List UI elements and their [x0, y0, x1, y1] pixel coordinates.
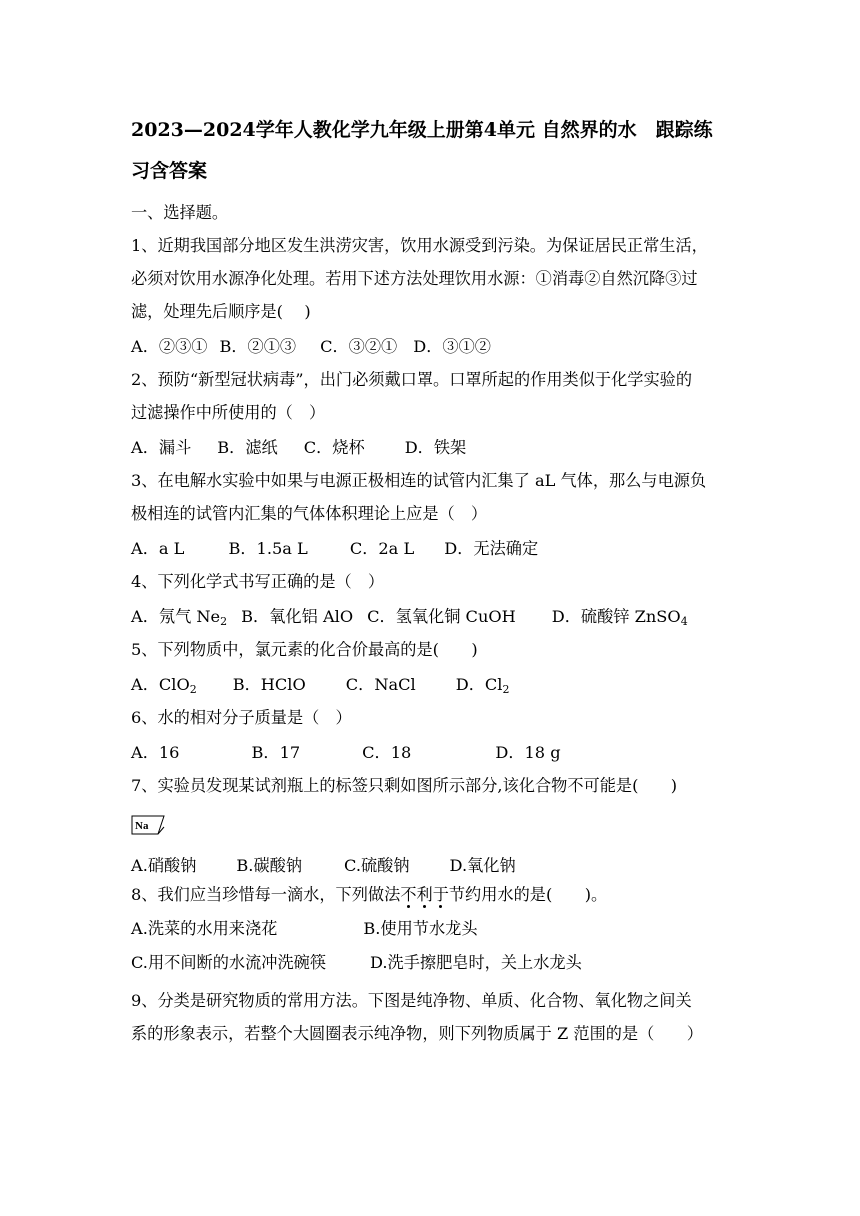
q3-option-d: D．无法确定: [444, 539, 539, 558]
section-heading: 一、选择题。: [131, 203, 229, 222]
q1-option-d: D．③①②: [413, 337, 491, 356]
q2-text-line1: 2、预防“新型冠状病毒”，出门必须戴口罩。口罩所起的作用类似于化学实验的: [131, 370, 693, 389]
q3-options: [131, 538, 538, 560]
q8-option-a: A.洗菜的水用来浇花: [131, 919, 278, 938]
q7-options: [131, 855, 516, 877]
q7-option-b: B.碳酸钠: [236, 856, 303, 875]
q8-option-b: B.使用节水龙头: [363, 919, 478, 938]
q7-option-c: C.硫酸钠: [344, 856, 410, 875]
q1-options: [131, 336, 491, 358]
q5-option-c: C．NaCl: [345, 675, 416, 694]
q3-option-c: C．2a L: [349, 539, 415, 558]
q5-options: [131, 674, 509, 696]
q1-text-line1: 1、近期我国部分地区发生洪涝灾害，饮用水源受到污染。为保证居民正常生活，: [131, 236, 708, 255]
q4-text-line1: 4、下列化学式书写正确的是（ ）: [131, 572, 385, 591]
q4-option-c: C．氢氧化铜 CuOH: [367, 607, 516, 626]
q7-option-d: D.氧化钠: [449, 856, 516, 875]
q6-text-line1: 6、水的相对分子质量是（ ）: [131, 708, 352, 727]
q2-text-line2: 过滤操作中所使用的（ ）: [131, 403, 326, 422]
torn-label-figure: [131, 815, 165, 835]
q6-options: [131, 742, 561, 764]
emphasis-char: 利: [416, 885, 433, 904]
q3-text-line2: 极相连的试管内汇集的气体体积理论上应是（ ）: [131, 504, 488, 523]
q3-option-b: B．1.5a L: [228, 539, 308, 558]
q8-options-row2: [131, 952, 582, 974]
q3-option-a: A．a L: [131, 539, 185, 558]
q6-option-b: B．17: [251, 743, 301, 762]
q4-option-d: D．硫酸锌 ZnSO$_4$: [551, 607, 688, 628]
q2-option-c: C．烧杯: [303, 438, 365, 457]
q8-option-c: C.用不间断的水流冲洗碗筷: [131, 953, 327, 972]
q5-text-line1: 5、下列物质中，氯元素的化合价最高的是( ): [131, 640, 478, 659]
doc-title-line2: 习含答案: [131, 160, 208, 182]
emphasis-char: 于: [432, 885, 449, 904]
q6-option-d: D．18 g: [495, 743, 561, 762]
q1-option-a: A．②③①: [131, 337, 208, 356]
q5-option-a: A．ClO$_2$: [131, 675, 197, 696]
q2-option-b: B．滤纸: [217, 438, 278, 457]
q2-option-d: D．铁架: [404, 438, 467, 457]
q7-text-line1: 7、实验员发现某试剂瓶上的标签只剩如图所示部分,该化合物不可能是( ): [131, 776, 678, 795]
q8-text-line1: 8、我们应当珍惜每一滴水，下列做法不利于节约用水的是( )。: [131, 885, 608, 904]
q4-option-b: B．氧化铝 AlO: [241, 607, 354, 626]
q1-text-line3: 滤，处理先后顺序是( ): [131, 302, 311, 321]
q3-text-line1: 3、在电解水实验中如果与电源正极相连的试管内汇集了 aL 气体，那么与电源负: [131, 471, 707, 490]
q2-option-a: A．漏斗: [131, 438, 192, 457]
q9-text-line1: 9、分类是研究物质的常用方法。下图是纯净物、单质、化合物、氧化物之间关: [131, 991, 692, 1010]
q5-option-d: D．$Cl_2$: [455, 675, 510, 696]
q8-options-row1: [131, 918, 478, 940]
label-text: Na: [135, 820, 149, 832]
q2-options: [131, 437, 466, 459]
q1-text-line2: 必须对饮用水源净化处理。若用下述方法处理饮用水源：①消毒②自然沉降③过: [131, 269, 698, 288]
q5-option-b: B．HClO: [232, 675, 306, 694]
doc-title-line1: 2023—2024学年人教化学九年级上册第4单元 自然界的水 跟踪练: [131, 119, 713, 141]
emphasis-char: 不: [400, 885, 417, 904]
q8-option-d: D.洗手擦肥皂时，关上水龙头: [370, 953, 582, 972]
q1-option-c: C．③②①: [320, 337, 398, 356]
q7-option-a: A.硝酸钠: [131, 856, 197, 875]
q1-option-b: B．②①③: [219, 337, 297, 356]
q9-text-line2: 系的形象表示，若整个大圆圈表示纯净物，则下列物质属于 Z 范围的是（ ）: [131, 1024, 703, 1043]
q4-options: [131, 606, 688, 628]
q4-option-a: A．氖气 $Ne_2$: [131, 607, 228, 628]
q6-option-a: A．16: [131, 743, 180, 762]
q6-option-c: C．18: [362, 743, 412, 762]
